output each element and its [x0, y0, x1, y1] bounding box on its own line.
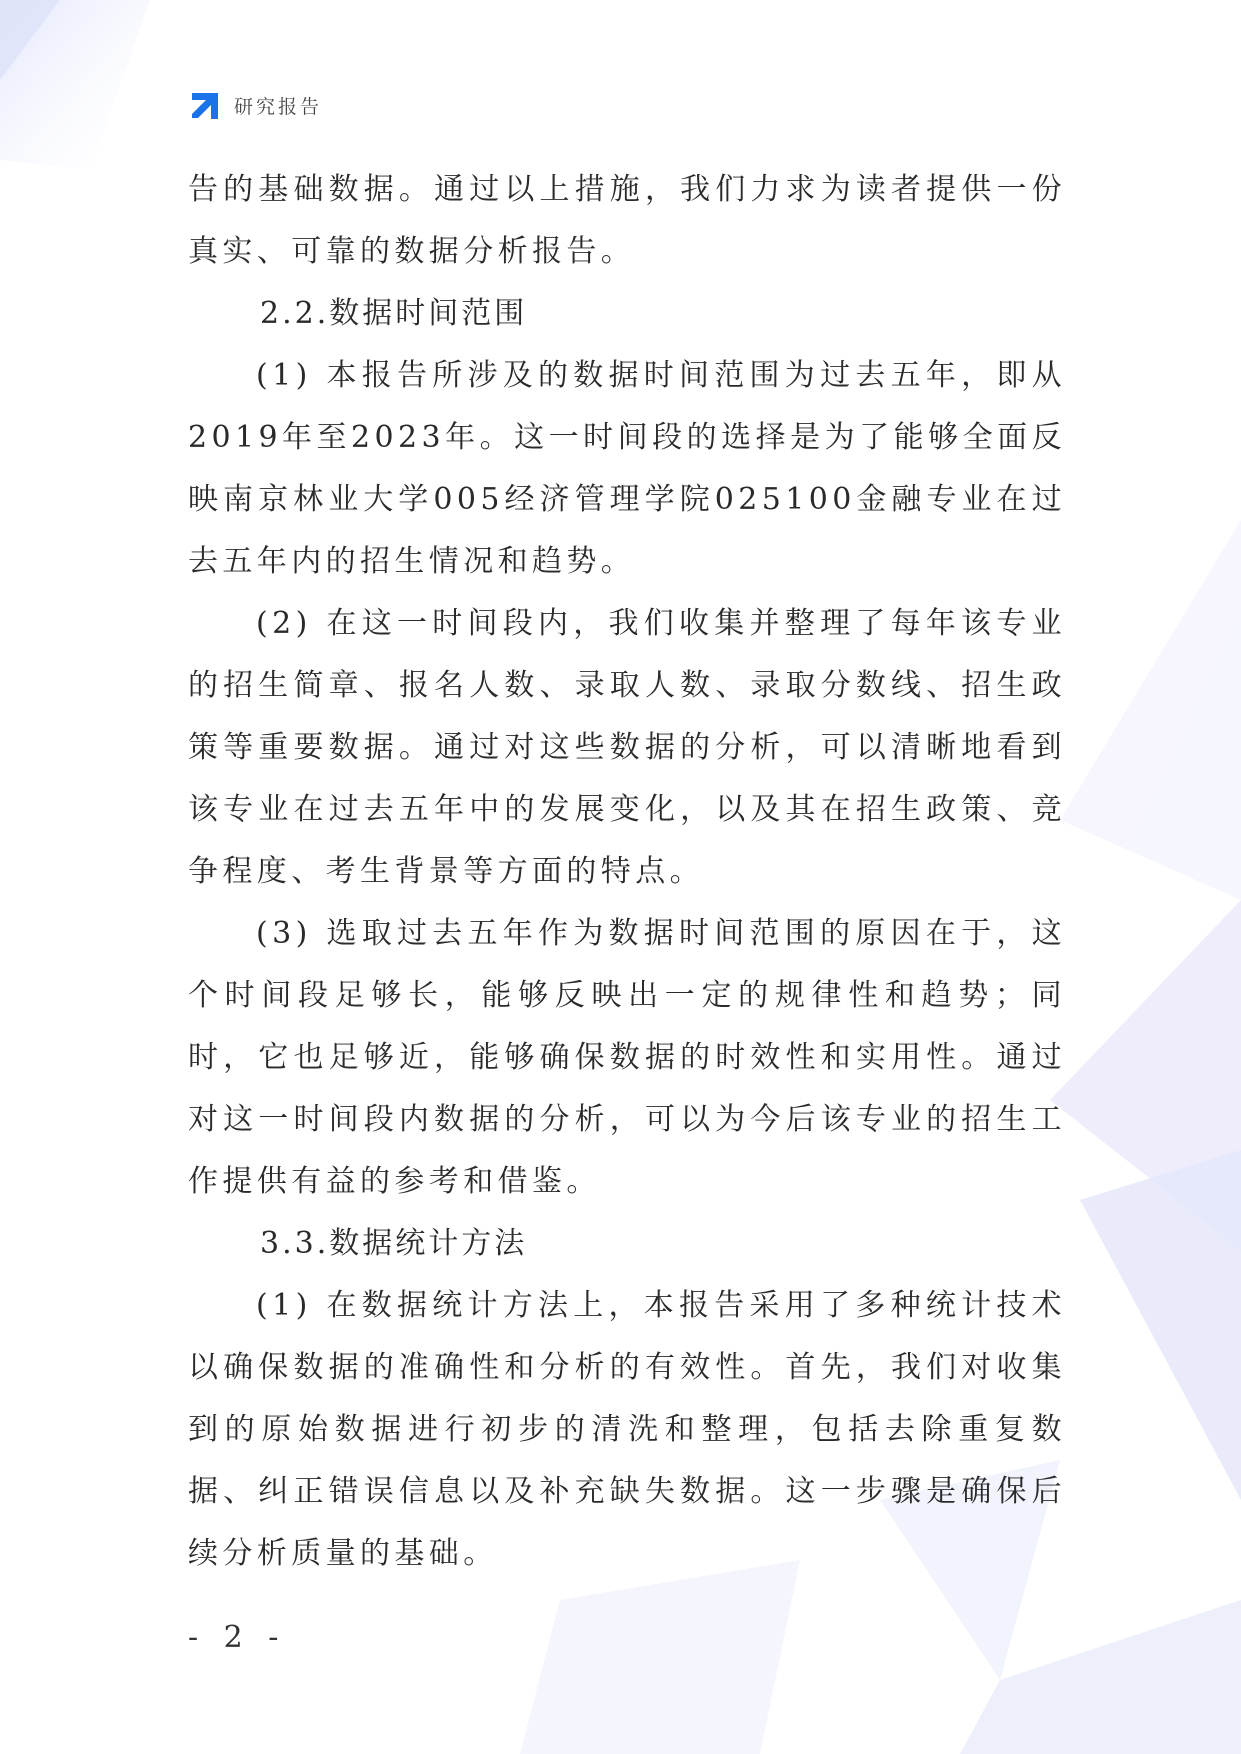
paragraph: (1) 在数据统计方法上，本报告采用了多种统计技术以确保数据的准确性和分析的有效性。首先，我们对收集到的原始数据进行初步的清洗和整理，包括去除重复数据、纠正错误信息以及补充缺失数据。这一步骤是确保后续分析质量的基础。: [188, 1288, 1066, 1571]
section-heading: 3.3.数据统计方法: [260, 1226, 528, 1261]
paragraph: (2) 在这一时间段内，我们收集并整理了每年该专业的招生简章、报名人数、录取人数、录取分数线、招生政策等重要数据。通过对这些数据的分析，可以清晰地看到该专业在过去五年中的发展变化，以及其在招生政策、竞争程度、考生背景等方面的特点。: [188, 606, 1066, 889]
paragraph: (3) 选取过去五年作为数据时间范围的原因在于，这个时间段足够长，能够反映出一定的规律性和趋势；同时，它也足够近，能够确保数据的时效性和实用性。通过对这一时间段内数据的分析，可以为今后该专业的招生工作提供有益的参考和借鉴。: [188, 916, 1066, 1199]
report-header: [188, 88, 322, 122]
paragraph-intro: 告的基础数据。通过以上措施，我们力求为读者提供一份真实、可靠的数据分析报告。: [188, 172, 1066, 269]
arrow-up-right-icon: [188, 88, 222, 122]
paragraph: (1) 本报告所涉及的数据时间范围为过去五年，即从2019年至2023年。这一时间段的选择是为了能够全面反映南京林业大学005经济管理学院025100金融专业在过去五年内的招生情况和趋势。: [188, 358, 1066, 579]
section-heading: 2.2.数据时间范围: [260, 296, 528, 331]
header-title: 研究报告: [234, 95, 323, 118]
page-number: - 2 -: [188, 1620, 287, 1655]
document-body: [188, 159, 1066, 1585]
